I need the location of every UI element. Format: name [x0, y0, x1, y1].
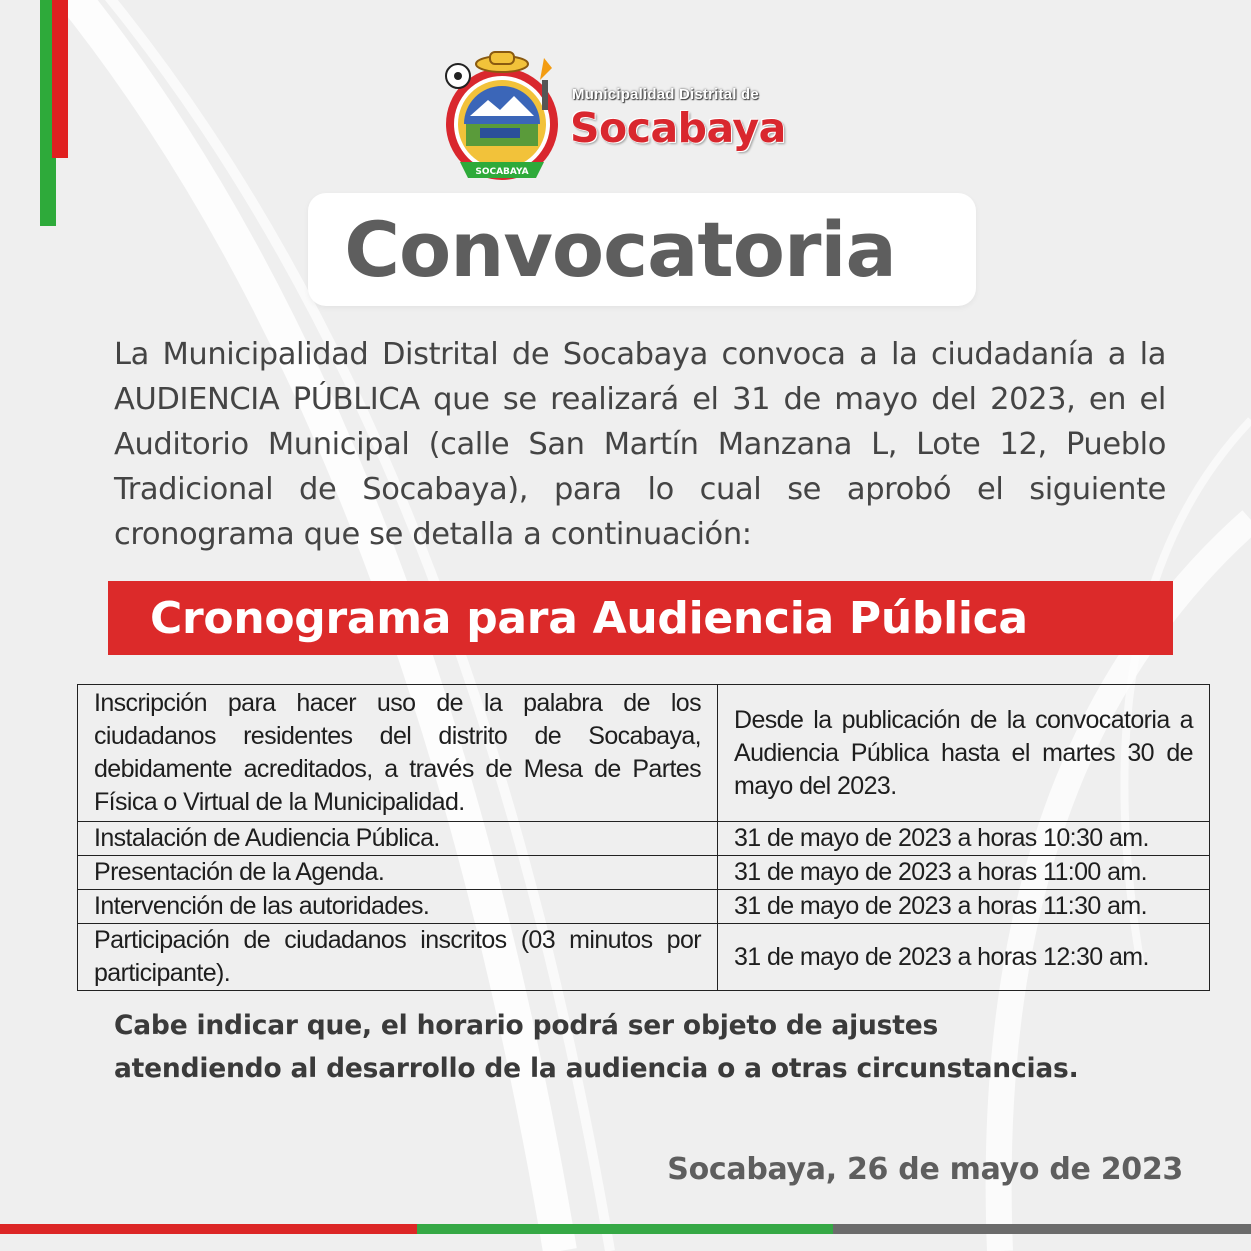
activity-cell: Instalación de Audiencia Pública. [78, 822, 718, 856]
footer-bar-red [0, 1224, 417, 1234]
table-row [78, 856, 1210, 890]
date-signature: Socabaya, 26 de mayo de 2023 [667, 1152, 1183, 1187]
note-line-1: Cabe indicar que, el horario podrá ser objeto de ajustes [114, 1010, 939, 1041]
datetime-cell: 31 de mayo de 2023 a horas 11:30 am. [718, 890, 1210, 924]
note-line-2: atendiendo al desarrollo de la audiencia o a otras circunstancias. [114, 1053, 1079, 1084]
footer-bar-gray [833, 1224, 1251, 1234]
activity-cell: Intervención de las autoridades. [78, 890, 718, 924]
municipal-seal-icon [440, 44, 570, 194]
datetime-cell: 31 de mayo de 2023 a horas 11:00 am. [718, 856, 1210, 890]
datetime-cell: Desde la publicación de la convocatoria a Audiencia Pública hasta el martes 30 de mayo del 2023. [718, 685, 1210, 822]
seal-ribbon-text: SOCABAYA [475, 167, 529, 177]
page-title: Convocatoria [344, 205, 896, 294]
brand-name: Socabaya [570, 104, 786, 152]
brand-subtitle: Municipalidad Distrital de [572, 86, 759, 103]
activity-cell: Presentación de la Agenda. [78, 856, 718, 890]
schedule-table [77, 684, 1210, 991]
activity-cell: Inscripción para hacer uso de la palabra de los ciudadanos residentes del distrito de Socabaya, debidamente acreditados, a través de Mesa de Partes Física o Virtual de la Municipalidad. [78, 685, 718, 822]
schedule-banner-title: Cronograma para Audiencia Pública [150, 592, 1028, 644]
datetime-cell: 31 de mayo de 2023 a horas 12:30 am. [718, 924, 1210, 991]
table-row [78, 685, 1210, 822]
title-card [308, 193, 976, 306]
activity-cell: Participación de ciudadanos inscritos (03 minutos por participante). [78, 924, 718, 991]
intro-paragraph: La Municipalidad Distrital de Socabaya convoca a la ciudadanía a la AUDIENCIA PÚBLICA que se realizará el 31 de mayo del 2023, en el Auditorio Municipal (calle San Martín Manzana L, Lote 12, Pueblo Tradicional de Socabaya), para lo cual se aprobó el siguiente cronograma que se detalla a continuación: [114, 337, 1166, 552]
datetime-cell: 31 de mayo de 2023 a horas 10:30 am. [718, 822, 1210, 856]
schedule-banner [108, 581, 1173, 655]
municipal-logo [440, 44, 820, 194]
table-row [78, 890, 1210, 924]
table-row [78, 822, 1210, 856]
corner-stripe-red [52, 0, 68, 158]
schedule-note [114, 1004, 1174, 1090]
footer-bar-green [417, 1224, 833, 1234]
table-row [78, 924, 1210, 991]
